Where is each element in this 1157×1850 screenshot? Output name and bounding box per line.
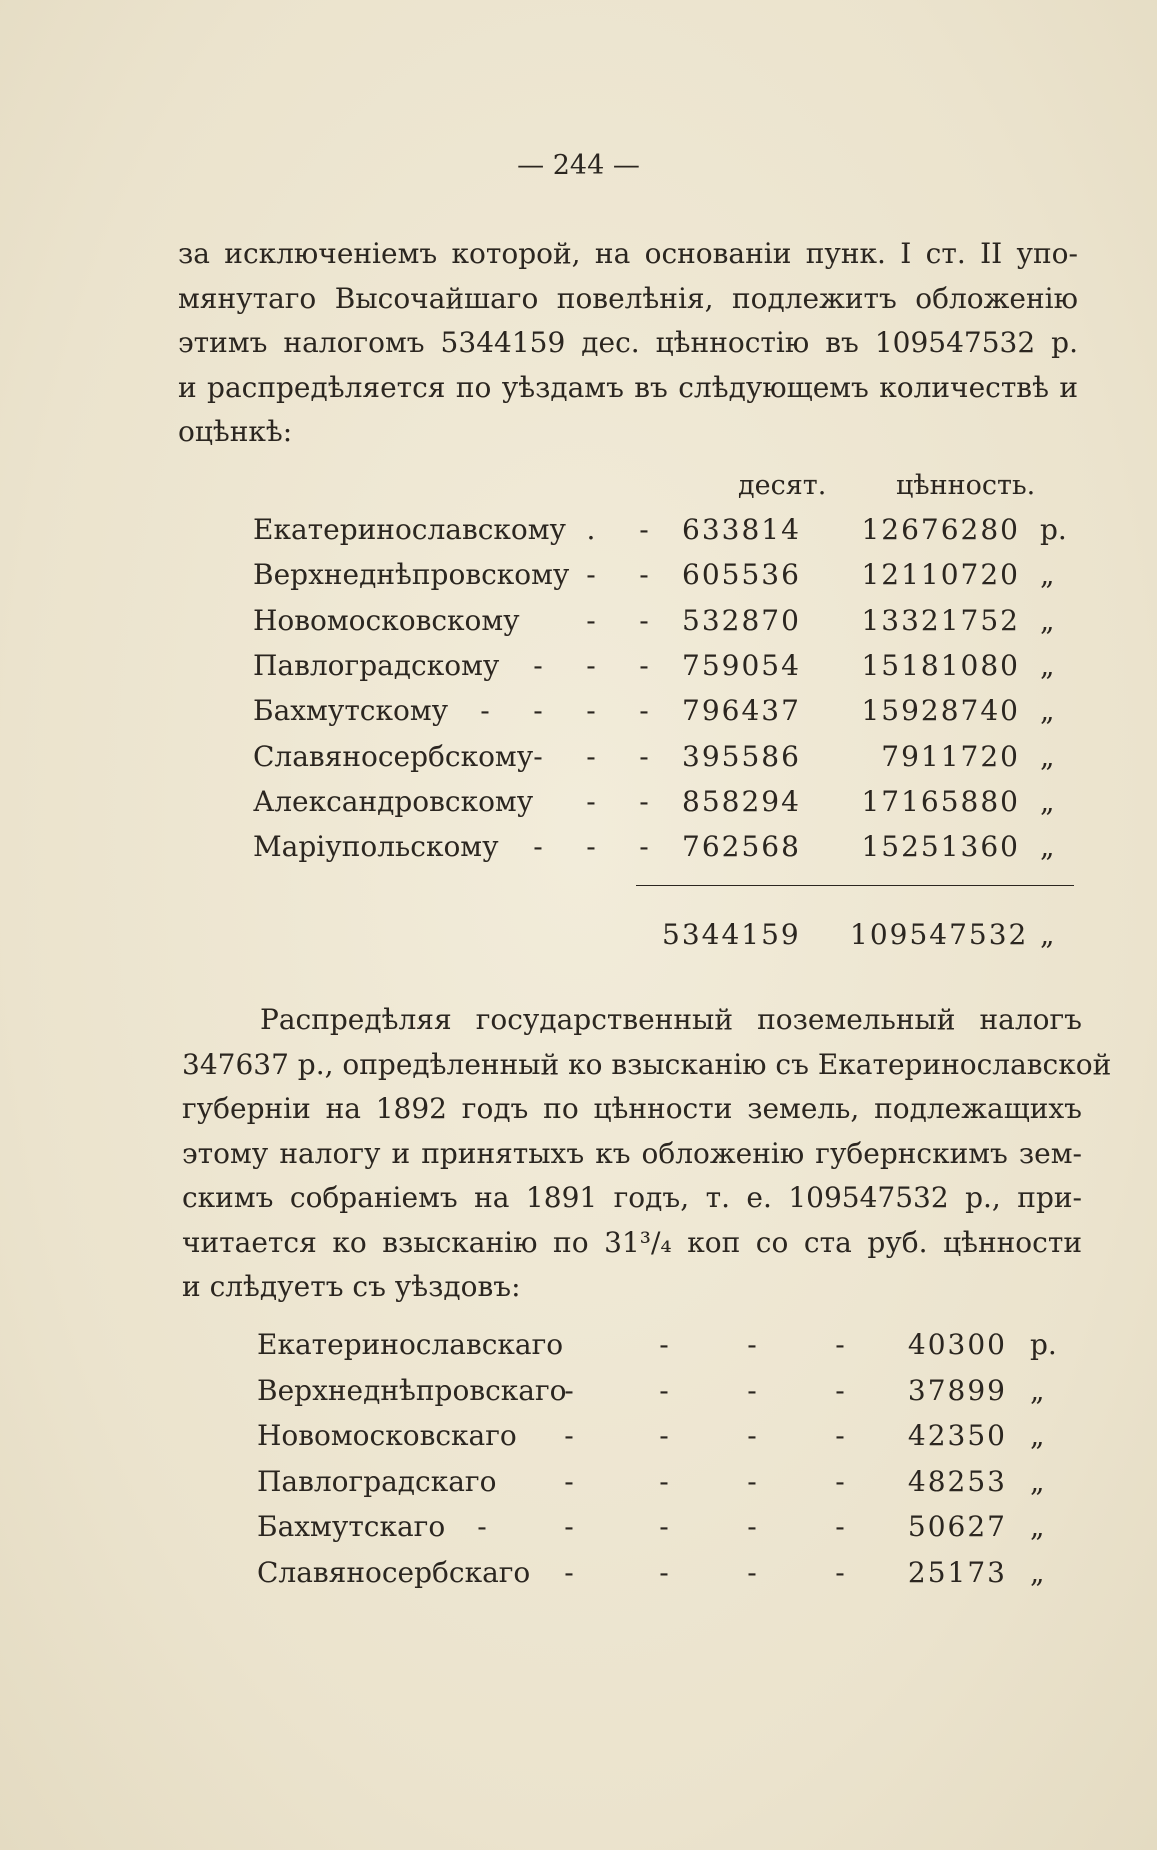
valuation-value: 15181080 <box>861 648 1020 682</box>
leader-dash: - <box>835 1328 845 1361</box>
desiatina-value: 633814 <box>682 513 801 546</box>
leader-dash: - <box>477 1510 487 1544</box>
leader-dash: - <box>747 1419 757 1453</box>
leader-dash: - <box>659 1510 669 1544</box>
district-name: Славяносербскаго <box>257 1556 531 1589</box>
leader-dash: - <box>533 830 543 864</box>
table-row <box>0 1510 1157 1554</box>
valuation-value: 13321752 <box>861 603 1020 637</box>
leader-dash: - <box>747 1373 757 1407</box>
leader-dash: - <box>639 784 649 818</box>
unit-mark: р. <box>1040 513 1067 546</box>
leader-dash: - <box>533 739 543 773</box>
district-name: Новомосковскаго <box>257 1419 517 1453</box>
unit-mark: „ <box>1040 648 1055 682</box>
column-header-desiat: десят. <box>738 470 827 501</box>
leader-dash: - <box>835 1419 845 1453</box>
text-line: и слѣдуетъ съ уѣздовъ: <box>182 1270 521 1303</box>
tax-value: 42350 <box>907 1419 1007 1453</box>
total-desiat: 5344159 <box>662 918 801 951</box>
district-name: Маріупольскому <box>253 830 499 864</box>
total-unit: „ <box>1040 918 1057 951</box>
district-name: Верхнеднѣпровскому <box>253 558 570 592</box>
leader-dash: - <box>639 694 649 728</box>
leader-dash: - <box>835 1464 845 1498</box>
leader-dash: - <box>747 1510 757 1544</box>
leader-dash: - <box>586 558 596 592</box>
unit-mark: „ <box>1030 1556 1045 1589</box>
unit-mark: р. <box>1030 1328 1057 1361</box>
leader-dash: - <box>533 694 543 728</box>
leader-dash: - <box>639 739 649 773</box>
text-line: оцѣнкѣ: <box>178 415 293 448</box>
desiatina-value: 395586 <box>682 739 801 773</box>
tax-value: 37899 <box>907 1373 1007 1407</box>
tax-value: 48253 <box>907 1464 1007 1498</box>
total-value: 109547532 <box>850 918 1029 951</box>
table-row <box>0 1328 1157 1372</box>
leader-dash: - <box>586 739 596 773</box>
table-row <box>0 513 1157 557</box>
leader-dash: - <box>747 1328 757 1361</box>
unit-mark: „ <box>1040 558 1055 592</box>
leader-dash: - <box>639 558 649 592</box>
unit-mark: „ <box>1040 694 1055 728</box>
text-line: этому налогу и принятыхъ къ обложенію губернскимъ зем- <box>182 1136 1082 1170</box>
unit-mark: „ <box>1030 1419 1045 1453</box>
leader-dash: - <box>659 1419 669 1453</box>
leader-dash: - <box>586 694 596 728</box>
valuation-value: 15251360 <box>861 830 1020 864</box>
table-row <box>0 785 1157 829</box>
sum-rule <box>636 885 1074 886</box>
text-line: скимъ собраніемъ на 1891 годъ, т. е. 109547532 р., при- <box>182 1181 1082 1214</box>
valuation-value: 17165880 <box>861 784 1020 818</box>
leader-dash: - <box>564 1419 574 1453</box>
desiatina-value: 762568 <box>682 830 801 864</box>
text-line: 347637 р., опредѣленный ко взысканію съ Екатеринославской <box>182 1047 1112 1081</box>
leader-dash: - <box>480 694 490 728</box>
unit-mark: „ <box>1040 830 1055 864</box>
intro-paragraph <box>178 232 1078 455</box>
tax-value: 50627 <box>907 1510 1007 1544</box>
district-name: Екатеринославскому <box>253 513 567 546</box>
table-row <box>0 1419 1157 1463</box>
table-row <box>0 558 1157 602</box>
district-name: Бахмутскаго <box>257 1510 446 1544</box>
district-name: Новомосковскому <box>253 603 520 637</box>
text-line: мянутаго Высочайшаго повелѣнія, подлежитъ обложенію <box>178 281 1078 315</box>
table-row <box>0 830 1157 874</box>
tax-paragraph <box>182 998 1112 1310</box>
tax-value: 25173 <box>907 1556 1007 1589</box>
table-row <box>0 1465 1157 1509</box>
text-line: читается ко взысканію по 31³/₄ коп со ста руб. цѣнности <box>182 1225 1082 1259</box>
valuation-value: 7911720 <box>881 739 1020 773</box>
valuation-value: 15928740 <box>861 694 1020 728</box>
unit-mark: „ <box>1040 784 1055 818</box>
leader-dash: - <box>586 784 596 818</box>
leader-dash: - <box>659 1464 669 1498</box>
text-line: и распредѣляется по уѣздамъ въ слѣдующемъ количествѣ и <box>178 370 1078 404</box>
table-row <box>0 604 1157 648</box>
leader-dash: . <box>586 513 596 546</box>
leader-dash: - <box>639 513 649 546</box>
table-row <box>0 649 1157 693</box>
leader-dash: - <box>586 830 596 864</box>
table-row <box>0 740 1157 784</box>
text-line: губерніи на 1892 годъ по цѣнности земель, подлежащихъ <box>182 1092 1082 1125</box>
page-number: — 244 — <box>517 150 640 181</box>
table-row <box>0 694 1157 738</box>
unit-mark: „ <box>1030 1510 1045 1544</box>
text-line: этимъ налогомъ 5344159 дес. цѣнностію въ 109547532 р. <box>178 326 1078 359</box>
unit-mark: „ <box>1030 1373 1045 1407</box>
valuation-value: 12110720 <box>861 558 1020 592</box>
district-name: Бахмутскому <box>253 694 449 728</box>
leader-dash: - <box>564 1510 574 1544</box>
leader-dash: - <box>639 648 649 682</box>
leader-dash: - <box>659 1328 669 1361</box>
district-name: Павлоградскому <box>253 648 500 682</box>
table-row <box>0 1374 1157 1418</box>
desiatina-value: 796437 <box>682 694 801 728</box>
leader-dash: - <box>835 1373 845 1407</box>
desiatina-value: 605536 <box>682 558 801 592</box>
district-name: Александровскому <box>253 784 534 818</box>
column-header-value: цѣнность. <box>896 470 1036 501</box>
desiatina-value: 858294 <box>682 784 801 818</box>
district-name: Славяносербскому <box>253 739 534 773</box>
table-row <box>0 1556 1157 1600</box>
leader-dash: - <box>747 1556 757 1589</box>
text-line: Распредѣляя государственный поземельный налогъ <box>260 1003 1082 1036</box>
leader-dash: - <box>835 1510 845 1544</box>
leader-dash: - <box>659 1373 669 1407</box>
unit-mark: „ <box>1030 1464 1045 1498</box>
unit-mark: „ <box>1040 603 1055 637</box>
leader-dash: - <box>659 1556 669 1589</box>
leader-dash: - <box>747 1464 757 1498</box>
leader-dash: - <box>564 1373 574 1407</box>
district-name: Павлоградскаго <box>257 1464 497 1498</box>
tax-value: 40300 <box>907 1328 1007 1361</box>
leader-dash: - <box>586 648 596 682</box>
leader-dash: - <box>835 1556 845 1589</box>
district-name: Екатеринославскаго <box>257 1328 564 1361</box>
leader-dash: - <box>639 830 649 864</box>
valuation-value: 12676280 <box>861 513 1020 546</box>
unit-mark: „ <box>1040 739 1055 773</box>
leader-dash: - <box>533 648 543 682</box>
leader-dash: - <box>564 1556 574 1589</box>
district-name: Верхнеднѣпровскаго <box>257 1373 567 1407</box>
desiatina-value: 532870 <box>682 603 801 637</box>
leader-dash: - <box>586 603 596 637</box>
text-line: за исключеніемъ которой, на основаніи пунк. I ст. II упо- <box>178 237 1078 270</box>
leader-dash: - <box>564 1464 574 1498</box>
leader-dash: - <box>639 603 649 637</box>
desiatina-value: 759054 <box>682 648 801 682</box>
